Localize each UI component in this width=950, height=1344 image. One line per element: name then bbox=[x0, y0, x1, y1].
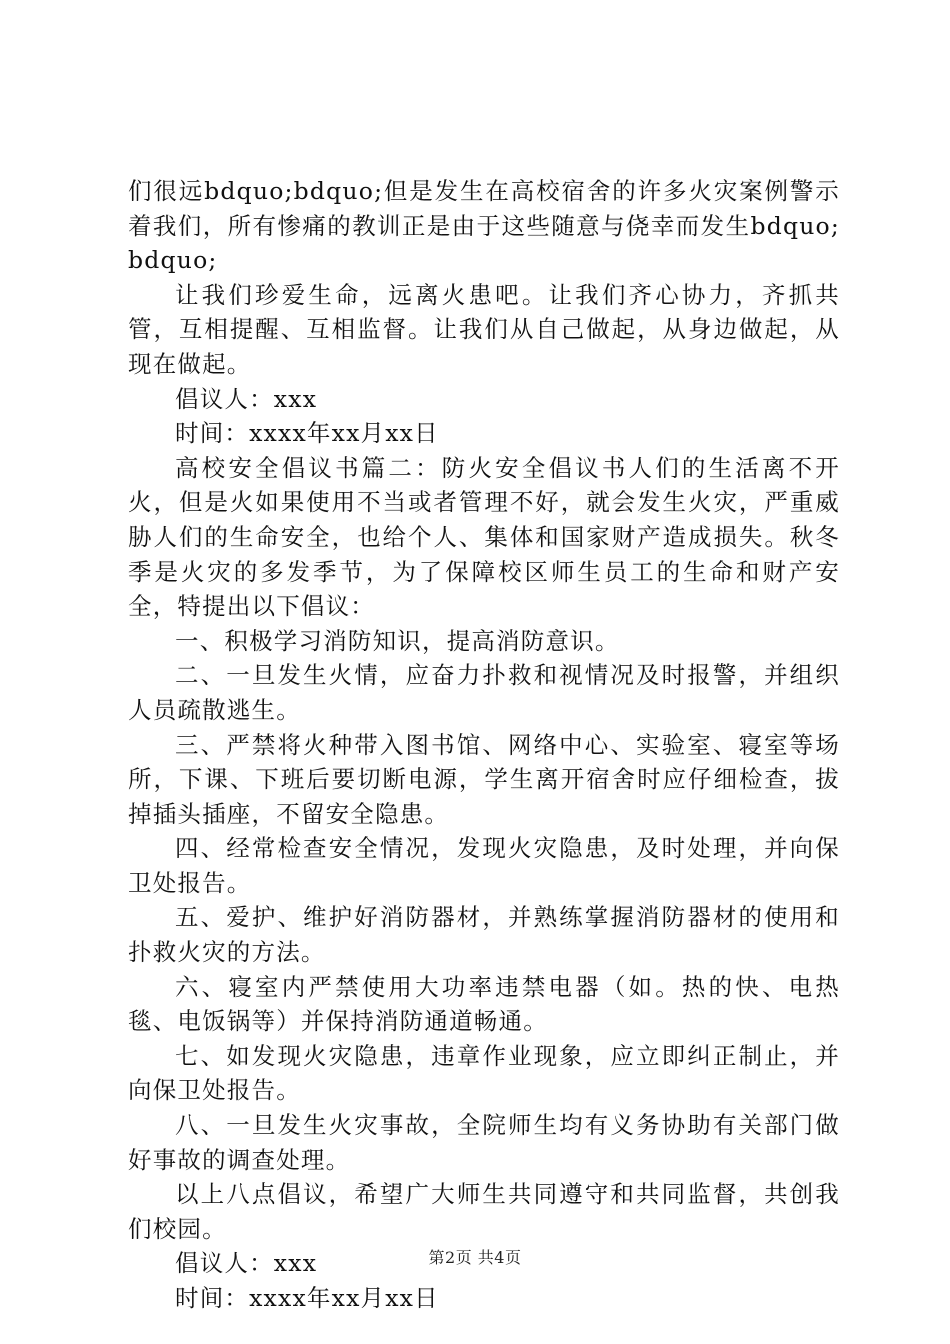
paragraph-part-two-intro: 高校安全倡议书篇二：防火安全倡议书人们的生活离不开火，但是火如果使用不当或者管理不好，就会发生火灾，严重威胁人们的生命安全，也给个人、集体和国家财产造成损失。秋冬季是火灾的多发季节，为了保障校区师生员工的生命和财产安全，特提出以下倡议： bbox=[128, 453, 840, 621]
proposal-item-3: 三、严禁将火种带入图书馆、网络中心、实验室、寝室等场所，下课、下班后要切断电源，学生离开宿舍时应仔细检查，拔掉插头插座，不留安全隐患。 bbox=[128, 730, 840, 828]
paragraph-closing: 以上八点倡议，希望广大师生共同遵守和共同监督，共创我们校园。 bbox=[128, 1180, 840, 1243]
proposal-item-6: 六、寝室内严禁使用大功率违禁电器（如。热的快、电热毯、电饭锅等）并保持消防通道畅通。 bbox=[128, 972, 840, 1036]
proposal-item-8: 八、一旦发生火灾事故，全院师生均有义务协助有关部门做好事故的调查处理。 bbox=[128, 1111, 840, 1174]
proposal-item-4: 四、经常检查安全情况，发现火灾隐患，及时处理，并向保卫处报告。 bbox=[128, 834, 840, 897]
proposal-item-2: 二、一旦发生火情，应奋力扑救和视情况及时报警，并组织人员疏散逃生。 bbox=[128, 661, 840, 724]
proposal-item-5: 五、爱护、维护好消防器材，并熟练掌握消防器材的使用和扑救火灾的方法。 bbox=[128, 903, 840, 967]
paragraph-continuation: 们很远bdquo;bdquo;但是发生在高校宿舍的许多火灾案例警示着我们，所有惨痛的教训正是由于这些随意与侥幸而发生bdquo;bdquo; bbox=[128, 177, 840, 275]
proposal-item-1: 一、积极学习消防知识，提高消防意识。 bbox=[175, 626, 620, 655]
signatory-line: 倡议人：xxx bbox=[175, 1249, 318, 1278]
date-line: 时间：xxxx年xx月xx日 bbox=[175, 1284, 439, 1312]
page-number-footer: 第2页 共4页 bbox=[428, 1248, 522, 1267]
paragraph-appeal: 让我们珍爱生命，远离火患吧。让我们齐心协力，齐抓共管，互相提醒、互相监督。让我们从自己做起，从身边做起，从现在做起。 bbox=[128, 280, 840, 378]
proposal-item-7: 七、如发现火灾隐患，违章作业现象，应立即纠正制止，并向保卫处报告。 bbox=[128, 1041, 840, 1105]
signatory-line: 倡议人：xxx bbox=[175, 384, 318, 413]
date-line: 时间：xxxx年xx月xx日 bbox=[175, 419, 439, 448]
document-body bbox=[128, 174, 840, 1316]
